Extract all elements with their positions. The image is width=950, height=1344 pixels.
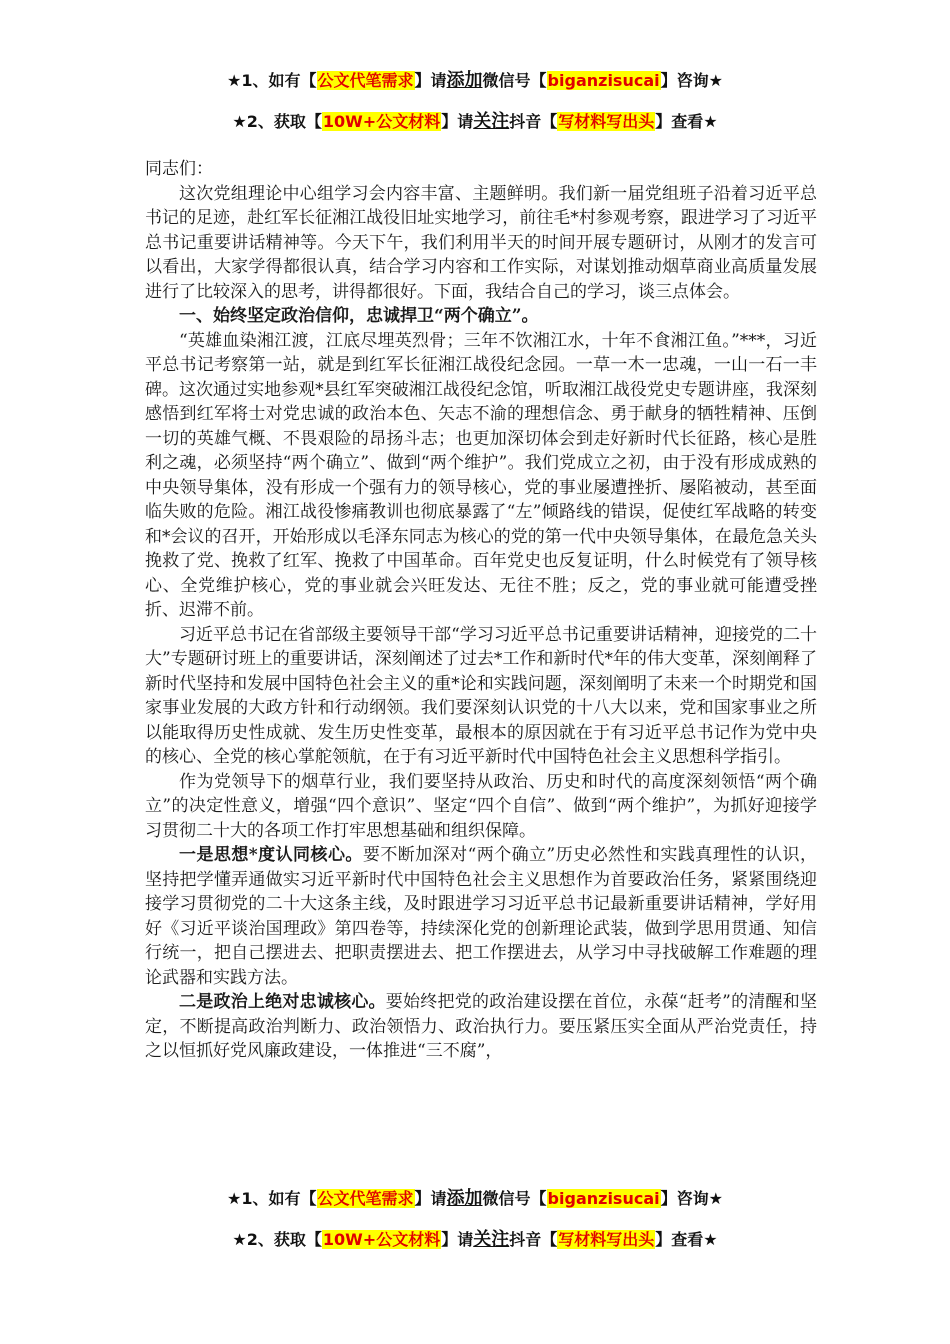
douyin-account: 写材料写出头 [558, 112, 655, 131]
paragraph-tobacco: 作为党领导下的烟草行业，我们要坚持从政治、历史和时代的高度深刻领悟“两个确立”的决定性意义，增强“四个意识”、坚定“四个自信”、做到“两个维护”，为抓好迎接学习贯彻二十大的各项工作打牢思想基础和组织保障。 [145, 771, 817, 841]
banner-emphasis: 关注 [473, 111, 510, 132]
banner-text: 】咨询★ [660, 71, 723, 90]
banner-text: 微信号【 [482, 71, 547, 90]
salutation: 同志们： [145, 159, 213, 179]
banner-text: 】请 [441, 1230, 474, 1249]
section-heading-1: 一、始终坚定政治信仰，忠诚捍卫“两个确立”。 [179, 306, 539, 326]
banner-emphasis: 关注 [473, 1229, 510, 1250]
banner-text: 】查看★ [655, 1230, 718, 1249]
point-1-body: 要不断加深对“两个确立”历史必然性和实践真理性的认识，坚持把学懂弄通做实习近平新时代中国特色社会主义思想作为首要政治任务，紧紧围绕迎接学习贯彻党的二十大这条主线，及时跟进学习习近平总书记最新重要讲话精神，学好用好《习近平谈治国理政》第四卷等，持续深化党的创新理论武装，做到学思用贯通、知信行统一，把自己摆进去、把职责摆进去、把工作摆进去，从学习中寻找破解工作难题的理论武器和实践方法。 [145, 845, 818, 988]
paragraph-point-2 [145, 990, 817, 1064]
banner-highlight: 公文代笔需求 [317, 1189, 414, 1208]
banner-text: 抖音【 [509, 1230, 558, 1249]
point-2-body: 要始终把党的政治建设摆在首位，永葆“赶考”的清醒和坚定，不断提高政治判断力、政治领悟力、政治执行力。要压紧压实全面从严治党责任，持之以恒抓好党风廉政建设，一体推进“三不腐”， [145, 992, 817, 1061]
banner-text: ★1、如有【 [227, 71, 317, 90]
banner-text: ★2、获取【 [232, 112, 322, 131]
banner-highlight: 10W+公文材料 [322, 1230, 441, 1249]
banner-text: 抖音【 [509, 112, 558, 131]
banner-text: ★1、如有【 [227, 1189, 317, 1208]
banner-douyin-top [0, 110, 950, 134]
paragraph-xiangjiang: “英雄血染湘江渡，江底尽埋英烈骨；三年不饮湘江水，十年不食湘江鱼。”***，习近平总书记考察第一站，就是到红军长征湘江战役纪念园。一草一木一忠魂，一山一石一丰碑。这次通过实地参观*县红军突破湘江战役纪念馆，听取湘江战役党史专题讲座，我深刻感悟到红军将士对党忠诚的政治本色、矢志不渝的理想信念、勇于献身的牺牲精神、压倒一切的英雄气概、不畏艰险的昂扬斗志；也更加深切体会到走好新时代长征路，核心是胜利之魂，必须坚持“两个确立”、做到“两个维护”。我们党成立之初，由于没有形成成熟的中央领导集体，没有形成一个强有力的领导核心，党的事业屡遭挫折、屡陷被动，甚至面临失败的危险。湘江战役惨痛教训也彻底暴露了“左”倾路线的错误，促使红军战略的转变和*会议的召开，开始形成以毛泽东同志为核心的党的第一代中央领导集体，在最危急关头挽救了党、挽救了红军、挽救了中国革命。百年党史也反复证明，什么时候党有了领导核心、全党维护核心，党的事业就会兴旺发达、无往不胜；反之，党的事业就可能遭受挫折、迟滞不前。 [145, 330, 817, 620]
wechat-id: biganzisucai [547, 1189, 660, 1208]
banner-wechat-bottom [0, 1187, 950, 1211]
point-2-lead: 二是政治上绝对忠诚核心。 [179, 992, 386, 1012]
wechat-id: biganzisucai [547, 71, 660, 90]
banner-text: 】咨询★ [660, 1189, 723, 1208]
banner-text: ★2、获取【 [232, 1230, 322, 1249]
banner-text: 微信号【 [482, 1189, 547, 1208]
paragraph-intro: 这次党组理论中心组学习会内容丰富、主题鲜明。我们新一届党组班子沿着习近平总书记的足迹，赴红军长征湘江战役旧址实地学习，前往毛*村参观考察，跟进学习了习近平总书记重要讲话精神等。今天下午，我们利用半天的时间开展专题研讨，从刚才的发言可以看出，大家学得都很认真，结合学习内容和工作实际，对谋划推动烟草商业高质量发展进行了比较深入的思考，讲得都很好。下面，我结合自己的学习，谈三点体会。 [145, 183, 817, 302]
banner-wechat-top [0, 69, 950, 93]
banner-text: 】请 [414, 71, 447, 90]
banner-douyin-bottom [0, 1228, 950, 1252]
banner-text: 】请 [414, 1189, 447, 1208]
point-1-lead: 一是思想*度认同核心。 [179, 845, 363, 865]
banner-text: 】请 [441, 112, 474, 131]
banner-highlight: 公文代笔需求 [317, 71, 414, 90]
paragraph-point-1 [145, 843, 817, 990]
banner-emphasis: 添加 [446, 70, 483, 91]
douyin-account: 写材料写出头 [558, 1230, 655, 1249]
banner-text: 】查看★ [655, 112, 718, 131]
document-body [145, 157, 817, 1064]
banner-emphasis: 添加 [446, 1188, 483, 1209]
paragraph-speech: 习近平总书记在省部级主要领导干部“学习习近平总书记重要讲话精神，迎接党的二十大”专题研讨班上的重要讲话，深刻阐述了过去*工作和新时代*年的伟大变革，深刻阐释了新时代坚持和发展中国特色社会主义的重*论和实践问题，深刻阐明了未来一个时期党和国家事业发展的大政方针和行动纲领。我们要深刻认识党的十八大以来，党和国家事业之所以能取得历史性成就、发生历史性变革，最根本的原因就在于有习近平总书记作为党中央的核心、全党的核心掌舵领航，在于有习近平新时代中国特色社会主义思想科学指引。 [145, 624, 817, 767]
banner-highlight: 10W+公文材料 [322, 112, 441, 131]
